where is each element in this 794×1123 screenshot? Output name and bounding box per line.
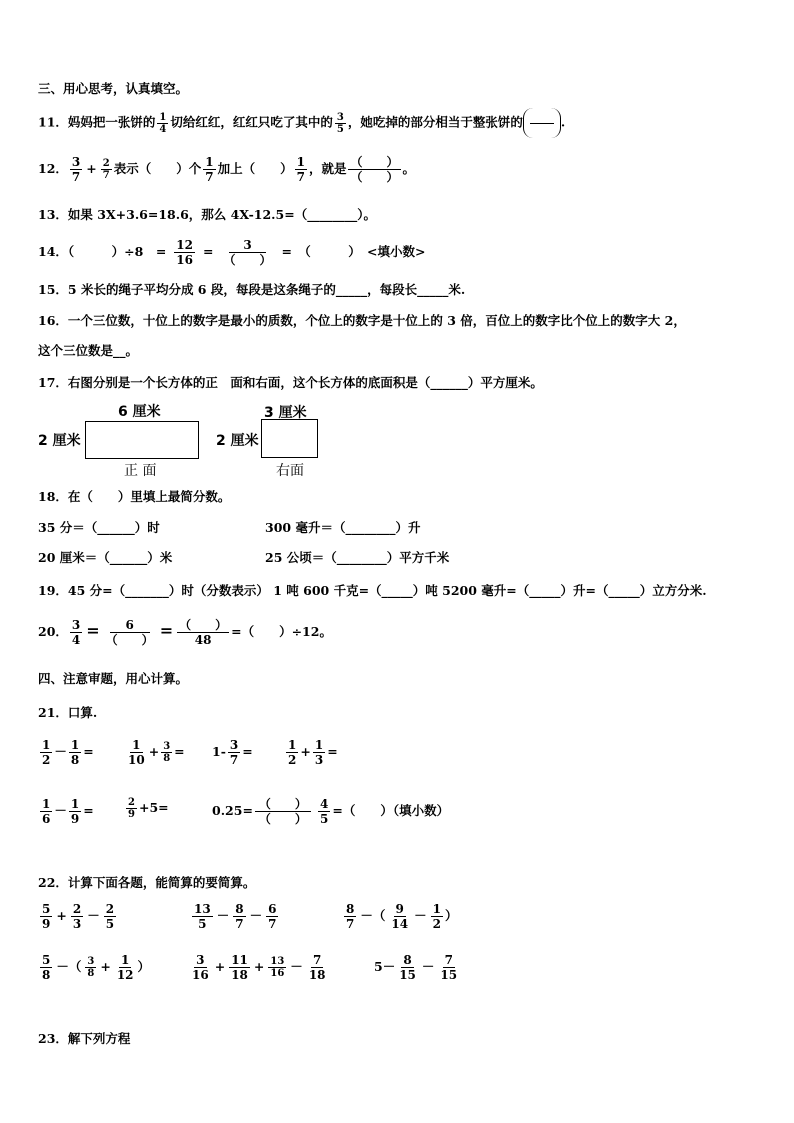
section-4-title: 四、注意审题，用心计算。 <box>38 671 189 686</box>
q12-fraction-1: $\frac{3}{7}$ <box>71 155 81 184</box>
question-13: 13．如果 3X+3.6=18.6，那么 4X-12.5=（________）。 <box>38 207 376 222</box>
question-12: 12． $\frac{3}{7}$ + $\frac{2}{7}$ 表示（ ）个 $\frac{1}{7}$ 加上（ ） $\frac{1}{7}$ ，就是 $\frac{( )}{( )}$ 。 <box>38 155 416 184</box>
q12-number: 12． <box>38 161 68 176</box>
q11-text-a: 11．妈妈把一张饼的 <box>38 114 156 130</box>
q20-tail: =（ ）÷12。 <box>231 624 332 639</box>
q11-answer-blank[interactable] <box>523 108 561 138</box>
q21-item-2: $\frac{1}{10}$ + $\frac{3}{8}$ = <box>128 738 185 767</box>
question-19: 19．45 分=（_______）时（分数表示） 1 吨 600 千克=（_____）吨 5200 毫升=（_____）升=（_____）立方分米. <box>38 583 707 598</box>
q12-text-c: ，就是 <box>308 161 347 176</box>
q11-text-c: ，她吃掉的部分相当于整张饼的 <box>347 114 523 130</box>
q18-row1-a: 35 分＝（______）时 <box>38 520 160 535</box>
question-15: 15．5 米长的绳子平均分成 6 段，每段是这条绳子的_____，每段长_____米. <box>38 282 466 297</box>
q20-fraction-1: $\frac{3}{4}$ <box>71 618 81 647</box>
q11-fraction-2: $\frac{3}{5}$ <box>336 111 344 135</box>
q21-item-4: $\frac{1}{2}$ + $\frac{1}{3}$ = <box>288 738 338 767</box>
q12-fraction-3: $\frac{1}{7}$ <box>205 155 214 184</box>
front-width-label: 6 厘米 <box>118 404 161 420</box>
q20-fraction-3[interactable]: $\frac{( )}{48}$ <box>179 618 228 647</box>
q21-item-8: $\frac{4}{5}$ =（ ）（填小数） <box>320 797 450 826</box>
question-17: 17．右图分别是一个长方体的正 面和右面，这个长方体的底面积是（______）平方厘米。 <box>38 375 543 390</box>
q11-text-b: 切给红红，红红只吃了其中的 <box>170 114 333 130</box>
q20-number: 20． <box>38 624 68 639</box>
q22-expr-6: 5－ $\frac{8}{15}$ － $\frac{7}{15}$ <box>374 953 458 982</box>
question-16-line-1: 16．一个三位数，十位上的数字是最小的质数，个位上的数字是十位上的 3 倍，百位上的数字比个位上的数字大 2， <box>38 313 686 328</box>
q18-row1-b: 300 毫升＝（________）升 <box>265 520 421 535</box>
front-view-caption: 正 面 <box>124 463 157 479</box>
question-20: 20． $\frac{3}{4}$ = $\frac{6}{( )}$ = $\frac{( )}{48}$ =（ ）÷12。 <box>38 618 332 647</box>
right-height-label: 2 厘米 <box>216 433 259 449</box>
q14-text-c: = （ ） <填小数> <box>281 244 426 259</box>
q12-fraction-4: $\frac{1}{7}$ <box>296 155 305 184</box>
q12-fraction-2: $\frac{2}{7}$ <box>102 158 110 181</box>
q20-fraction-2[interactable]: $\frac{6}{( )}$ <box>105 618 154 647</box>
question-14 <box>38 238 425 267</box>
q12-text-a: 表示（ ）个 <box>113 161 202 176</box>
q14-text-a: 14．（ ）÷8 = <box>38 244 167 259</box>
right-width-label: 3 厘米 <box>264 405 307 421</box>
q12-answer-fraction[interactable]: $\frac{( )}{( )}$ <box>350 155 399 184</box>
q11-text-d: . <box>560 114 566 130</box>
q12-text-b: 加上（ ） <box>217 161 293 176</box>
front-view-rectangle <box>85 421 199 459</box>
q21-item-3: 1- $\frac{3}{7}$ = <box>212 738 253 767</box>
q22-expr-3: $\frac{8}{7}$ －（ $\frac{9}{14}$ － $\frac{1}{2}$ ） <box>346 902 458 931</box>
q21-item-5: $\frac{1}{6}$ － $\frac{1}{9}$ = <box>42 797 94 826</box>
q14-text-b: = <box>203 244 214 259</box>
q11-fraction-1: $\frac{1}{4}$ <box>159 111 167 135</box>
q21-item-1: $\frac{1}{2}$ － $\frac{1}{8}$ = <box>42 738 94 767</box>
question-16-line-2: 这个三位数是__。 <box>38 343 139 358</box>
q21-item-6: $\frac{2}{9}$ +5= <box>128 797 169 820</box>
q21-item-7[interactable]: 0.25= $\frac{( )}{( )}$ <box>212 797 313 826</box>
right-view-rectangle <box>261 419 318 458</box>
q22-expr-5: $\frac{3}{16}$ + $\frac{11}{18}$ + $\frac{13}{16}$ － $\frac{7}{18}$ <box>192 953 326 982</box>
q12-text-d: 。 <box>402 161 416 176</box>
front-height-label: 2 厘米 <box>38 433 81 449</box>
q18-row2-a: 20 厘米＝（______）米 <box>38 550 173 565</box>
q14-fraction-1: $\frac{12}{16}$ <box>176 238 193 267</box>
question-22: 22．计算下面各题，能简算的要简算。 <box>38 875 256 890</box>
question-23: 23．解下列方程 <box>38 1031 131 1046</box>
q22-expr-2: $\frac{13}{5}$ － $\frac{8}{7}$ － $\frac{6}{7}$ <box>194 902 277 931</box>
q14-fraction-2[interactable]: $\frac{3}{( )}$ <box>223 238 272 267</box>
q22-expr-4: $\frac{5}{8}$ －（ $\frac{3}{8}$ + $\frac{1}{12}$ ） <box>42 953 151 982</box>
section-3-title: 三、用心思考，认真填空。 <box>38 81 189 96</box>
q22-expr-1: $\frac{5}{9}$ + $\frac{2}{3}$ － $\frac{2}{5}$ <box>42 902 115 931</box>
q18-row2-b: 25 公顷＝（________）平方千米 <box>265 550 450 565</box>
question-11 <box>38 108 565 138</box>
question-21: 21．口算. <box>38 705 98 720</box>
question-18: 18．在（ ）里填上最简分数。 <box>38 489 231 504</box>
right-view-caption: 右面 <box>276 463 304 479</box>
